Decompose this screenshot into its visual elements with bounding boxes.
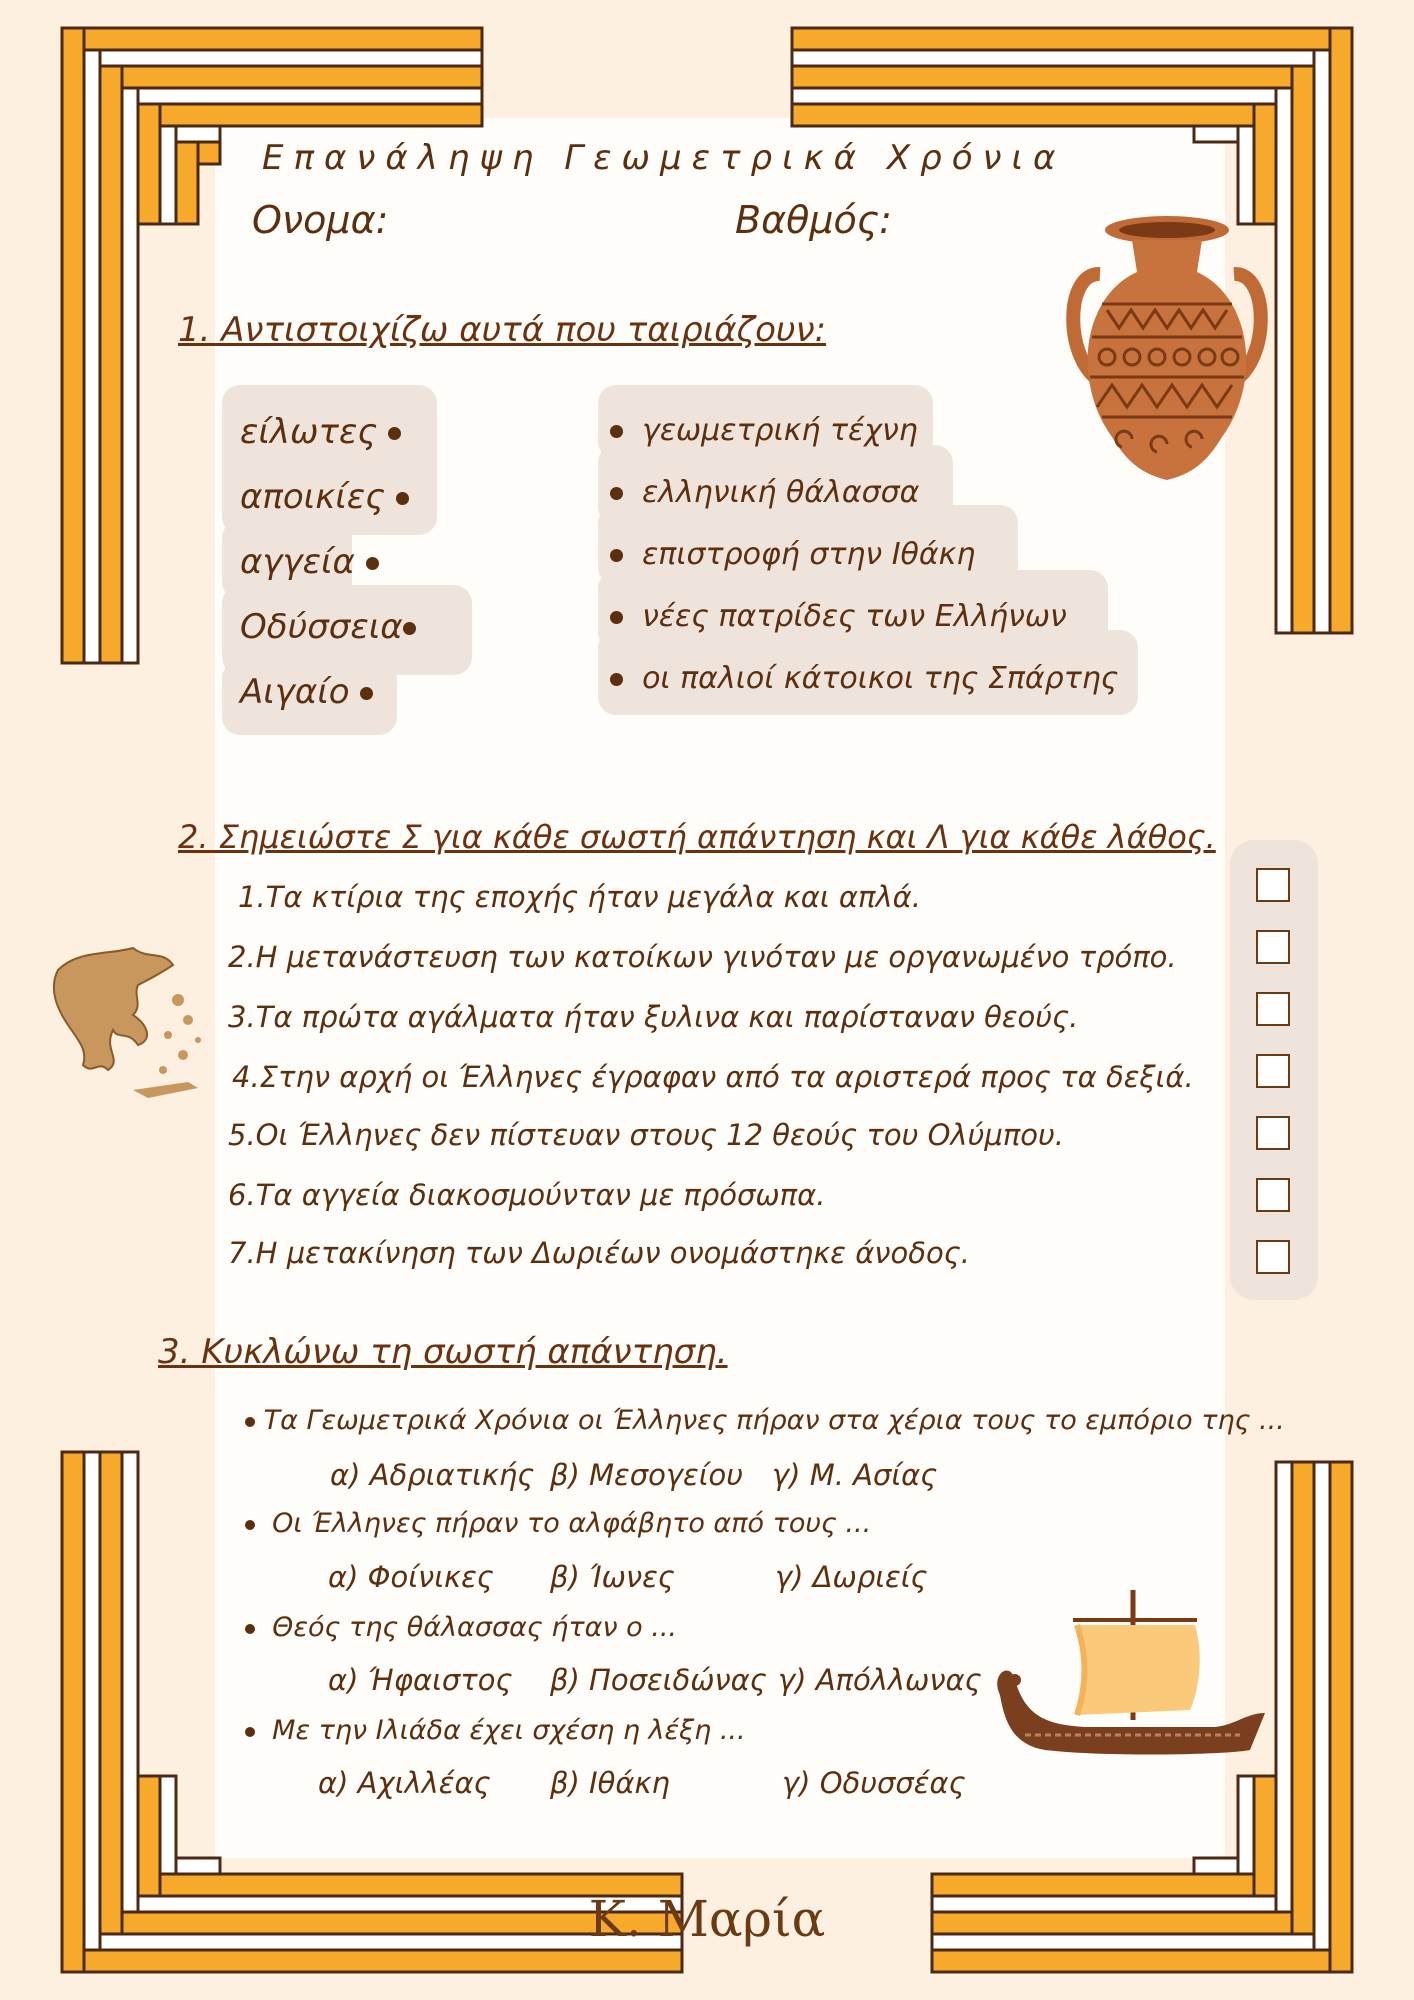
tf-statement-7: 7.Η μετακίνηση των Δωριέων ονομάστηκε άνοδος. <box>228 1236 970 1270</box>
mc-q3-option-a[interactable]: α) Ήφαιστος <box>328 1663 513 1697</box>
tf-statement-4: 4.Στην αρχή οι Έλληνες έγραφαν από τα αριστερά προς τα δεξιά. <box>232 1060 1194 1094</box>
match-dot[interactable] <box>610 487 623 500</box>
mc-q1-option-b[interactable]: β) Μεσογείου <box>550 1458 744 1492</box>
match-dot[interactable] <box>388 427 401 440</box>
tf-answer-box-2[interactable] <box>1256 930 1290 964</box>
match-option-2[interactable]: ελληνική θάλασσα <box>610 475 919 510</box>
author-signature: Κ. Μαρία <box>588 1890 826 1948</box>
grade-label: Βαθμός: <box>735 198 892 242</box>
tf-answer-box-6[interactable] <box>1256 1178 1290 1212</box>
match-term-4[interactable]: Οδύσσεια <box>240 607 416 647</box>
mc-q2-option-c[interactable]: γ) Δωριείς <box>775 1560 928 1594</box>
mc-q1-option-c[interactable]: γ) Μ. Ασίας <box>772 1458 938 1492</box>
tf-answer-box-7[interactable] <box>1256 1240 1290 1274</box>
tf-answer-box-1[interactable] <box>1256 868 1290 902</box>
mc-q2-option-a[interactable]: α) Φοίνικες <box>328 1560 494 1594</box>
section2-heading: 2. Σημειώστε Σ για κάθε σωστή απάντηση και Λ για κάθε λάθος. <box>178 818 1216 856</box>
match-dot[interactable] <box>610 673 623 686</box>
match-dot[interactable] <box>396 492 409 505</box>
match-dot[interactable] <box>360 687 373 700</box>
match-dot[interactable] <box>366 557 379 570</box>
tf-statement-3: 3.Τα πρώτα αγάλματα ήταν ξυλινα και παρίσταναν θεούς. <box>228 1000 1079 1034</box>
tf-answer-box-3[interactable] <box>1256 992 1290 1026</box>
section1-heading: 1. Αντιστοιχίζω αυτά που ταιριάζουν: <box>178 310 827 350</box>
match-dot[interactable] <box>610 425 623 438</box>
match-term-2[interactable]: αποικίες <box>240 477 409 517</box>
mc-question-4: Με την Ιλιάδα έχει σχέση η λέξη ... <box>245 1715 746 1746</box>
tf-statement-2: 2.Η μετανάστευση των κατοίκων γινόταν με οργανωμένο τρόπο. <box>228 940 1177 974</box>
mc-q3-option-b[interactable]: β) Ποσειδώνας <box>550 1663 767 1697</box>
mc-question-3: Θεός της θάλασσας ήταν ο ... <box>245 1612 677 1643</box>
match-term-3[interactable]: αγγεία <box>240 542 379 582</box>
amphora-icon <box>1062 212 1272 492</box>
match-dot[interactable] <box>610 549 623 562</box>
tf-statement-6: 6.Τα αγγεία διακοσμούνταν με πρόσωπα. <box>228 1178 826 1212</box>
mc-question-2: Οι Έλληνες πήραν το αλφάβητο από τους ... <box>245 1508 871 1539</box>
tf-statement-1: 1.Τα κτίρια της εποχής ήταν μεγάλα και απλά. <box>238 880 921 914</box>
mc-q4-option-b[interactable]: β) Ιθάκη <box>550 1766 670 1800</box>
mc-q4-option-a[interactable]: α) Αχιλλέας <box>318 1766 491 1800</box>
name-label: Ονομα: <box>252 198 389 242</box>
match-option-1[interactable]: γεωμετρική τέχνη <box>610 413 918 448</box>
match-dot[interactable] <box>610 611 623 624</box>
match-option-4[interactable]: νέες πατρίδες των Ελλήνων <box>610 599 1067 634</box>
mc-q3-option-c[interactable]: γ) Απόλλωνας <box>778 1663 982 1697</box>
tf-statement-5: 5.Οι Έλληνες δεν πίστευαν στους 12 θεούς του Ολύμπου. <box>228 1118 1065 1152</box>
match-option-5[interactable]: οι παλιοί κάτοικοι της Σπάρτης <box>610 661 1118 696</box>
mc-q4-option-c[interactable]: γ) Οδυσσέας <box>782 1766 966 1800</box>
match-dot[interactable] <box>403 622 416 635</box>
match-term-5[interactable]: Αιγαίο <box>240 672 373 712</box>
match-term-1[interactable]: είλωτες <box>240 412 401 452</box>
section3-heading: 3. Κυκλώνω τη σωστή απάντηση. <box>158 1332 728 1372</box>
mc-q2-option-b[interactable]: β) Ίωνες <box>550 1560 675 1594</box>
greece-map-icon <box>38 930 218 1110</box>
tf-answer-box-5[interactable] <box>1256 1116 1290 1150</box>
mc-question-1: Τα Γεωμετρικά Χρόνια οι Έλληνες πήραν στα χέρια τους το εμπόριο της ... <box>245 1405 1285 1436</box>
ancient-ship-icon <box>985 1585 1270 1770</box>
match-option-3[interactable]: επιστροφή στην Ιθάκη <box>610 537 975 572</box>
tf-answer-box-4[interactable] <box>1256 1054 1290 1088</box>
worksheet-title: Επανάληψη Γεωμετρικά Χρόνια <box>262 138 1066 178</box>
mc-q1-option-a[interactable]: α) Αδριατικής <box>330 1458 535 1492</box>
